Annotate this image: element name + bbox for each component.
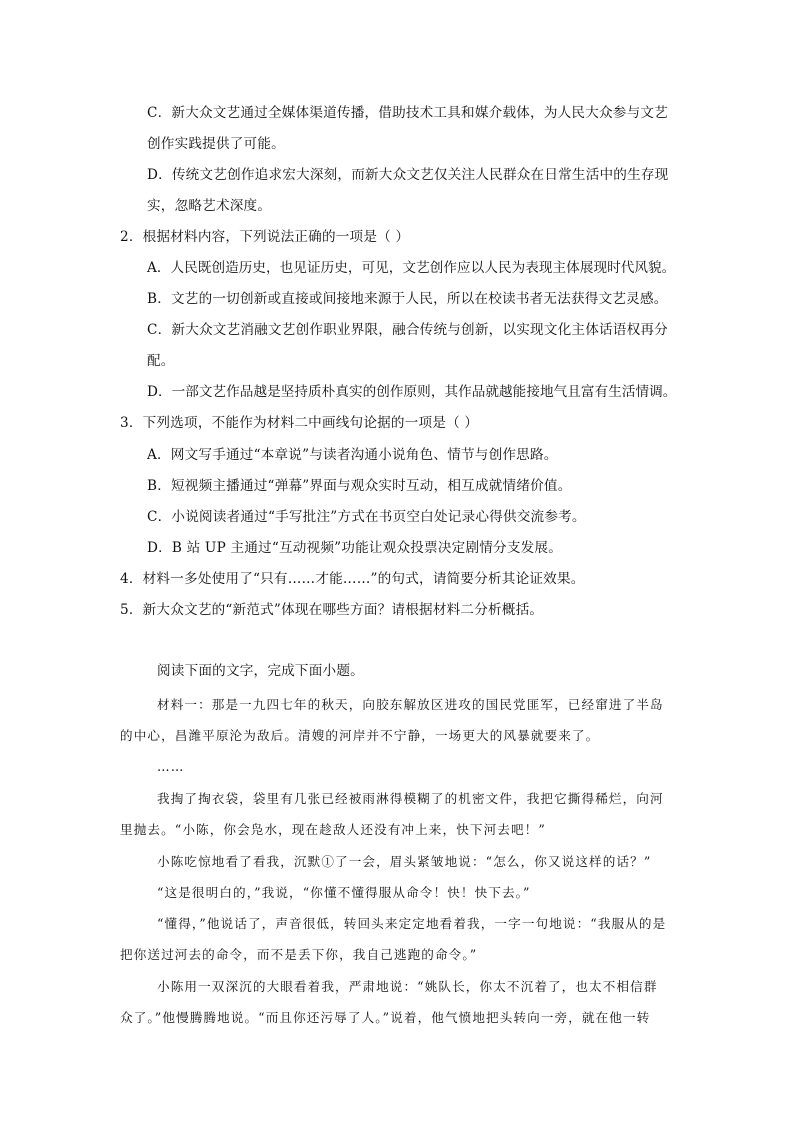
- passage-p6-line1: 小陈用一双深沉的大眼看着我，严肃地说：“姚队长，你太不沉着了，也太不相信群: [157, 979, 658, 994]
- passage-p1-line2: 的中心，昌潍平原沦为敌后。清嫂的河岸并不宁静，一场更大的风暴就要来了。: [120, 728, 600, 743]
- q1-option-d-line2: 实，忽略艺术深度。: [147, 198, 272, 214]
- passage-p5-line1: “懂得，”他说话了，声音很低，转回头来定定地看着我，一字一句地说：“我服从的是: [157, 916, 667, 931]
- q1-option-d-line1: D．传统文艺创作追求宏大深刻，而新大众文艺仅关注人民群众在日常生活中的生存现: [147, 167, 669, 183]
- passage-ellipsis: ……: [157, 759, 185, 774]
- q3-option-a: A．网文写手通过“本章说”与读者沟通小说角色、情节与创作思路。: [147, 447, 558, 463]
- q2-stem: 2．根据材料内容，下列说法正确的一项是（ ）: [120, 229, 410, 245]
- q2-option-a: A．人民既创造历史，也见证历史，可见，文艺创作应以人民为表现主体展现时代风貌。: [147, 260, 676, 276]
- q2-option-c-line1: C．新大众文艺消融文艺创作职业界限，融合传统与创新，以实现文化主体话语权再分: [147, 322, 668, 338]
- q3-option-c: C．小说阅读者通过“手写批注”方式在书页空白处记录心得供交流参考。: [147, 509, 586, 525]
- q3-stem: 3．下列选项，不能作为材料二中画线句论据的一项是（ ）: [120, 415, 479, 431]
- reading-instruction: 阅读下面的文字，完成下面小题。: [157, 663, 364, 679]
- q3-option-b: B．短视频主播通过“弹幕”界面与观众实时互动，相互成就情绪价值。: [147, 478, 572, 494]
- q5-stem: 5．新大众文艺的“新范式”体现在哪些方面？请根据材料二分析概括。: [120, 602, 544, 618]
- passage-p3: 小陈吃惊地看了看我，沉默①了一会，眉头紧皱地说：“怎么，你又说这样的话？”: [157, 854, 652, 869]
- passage-p6-line2: 众了。”他慢腾腾地说。“而且你还污辱了人。”说着，他气愤地把头转向一旁，就在他一转: [120, 1010, 651, 1025]
- q1-option-c-line1: C．新大众文艺通过全媒体渠道传播，借助技术工具和媒介载体，为人民大众参与文艺: [147, 105, 668, 121]
- q1-option-c-line2: 创作实践提供了可能。: [147, 136, 285, 152]
- q2-option-d: D．一部文艺作品越是坚持质朴真实的创作原则，其作品就越能接地气且富有生活情调。: [147, 384, 677, 400]
- passage-p2-line1: 我掏了掏衣袋，袋里有几张已经被雨淋得模糊了的机密文件，我把它撕得稀烂，向河: [157, 791, 664, 806]
- passage-p5-line2: 把你送过河去的命令，而不是丢下你，我自己逃跑的命令。”: [120, 947, 478, 962]
- passage-p4: “这是很明白的，”我说，“你懂不懂得服从命令！快！快下去。”: [157, 885, 531, 900]
- passage-p1-line1: 材料一：那是一九四七年的秋天，向胶东解放区进攻的国民党匪军，已经窜进了半岛: [157, 697, 664, 712]
- passage-p2-line2: 里抛去。“小陈，你会凫水，现在趁敌人还没有冲上来，快下河去吧！”: [120, 822, 546, 837]
- q2-option-b: B．文艺的一切创新或直接或间接地来源于人民，所以在校读书者无法获得文艺灵感。: [147, 291, 668, 307]
- q2-option-c-line2: 配。: [147, 353, 175, 369]
- q3-option-d: D．B 站 UP 主通过“互动视频”功能让观众投票决定剧情分支发展。: [147, 540, 562, 556]
- q4-stem: 4．材料一多处使用了“只有……才能……”的句式，请简要分析其论证效果。: [120, 571, 585, 587]
